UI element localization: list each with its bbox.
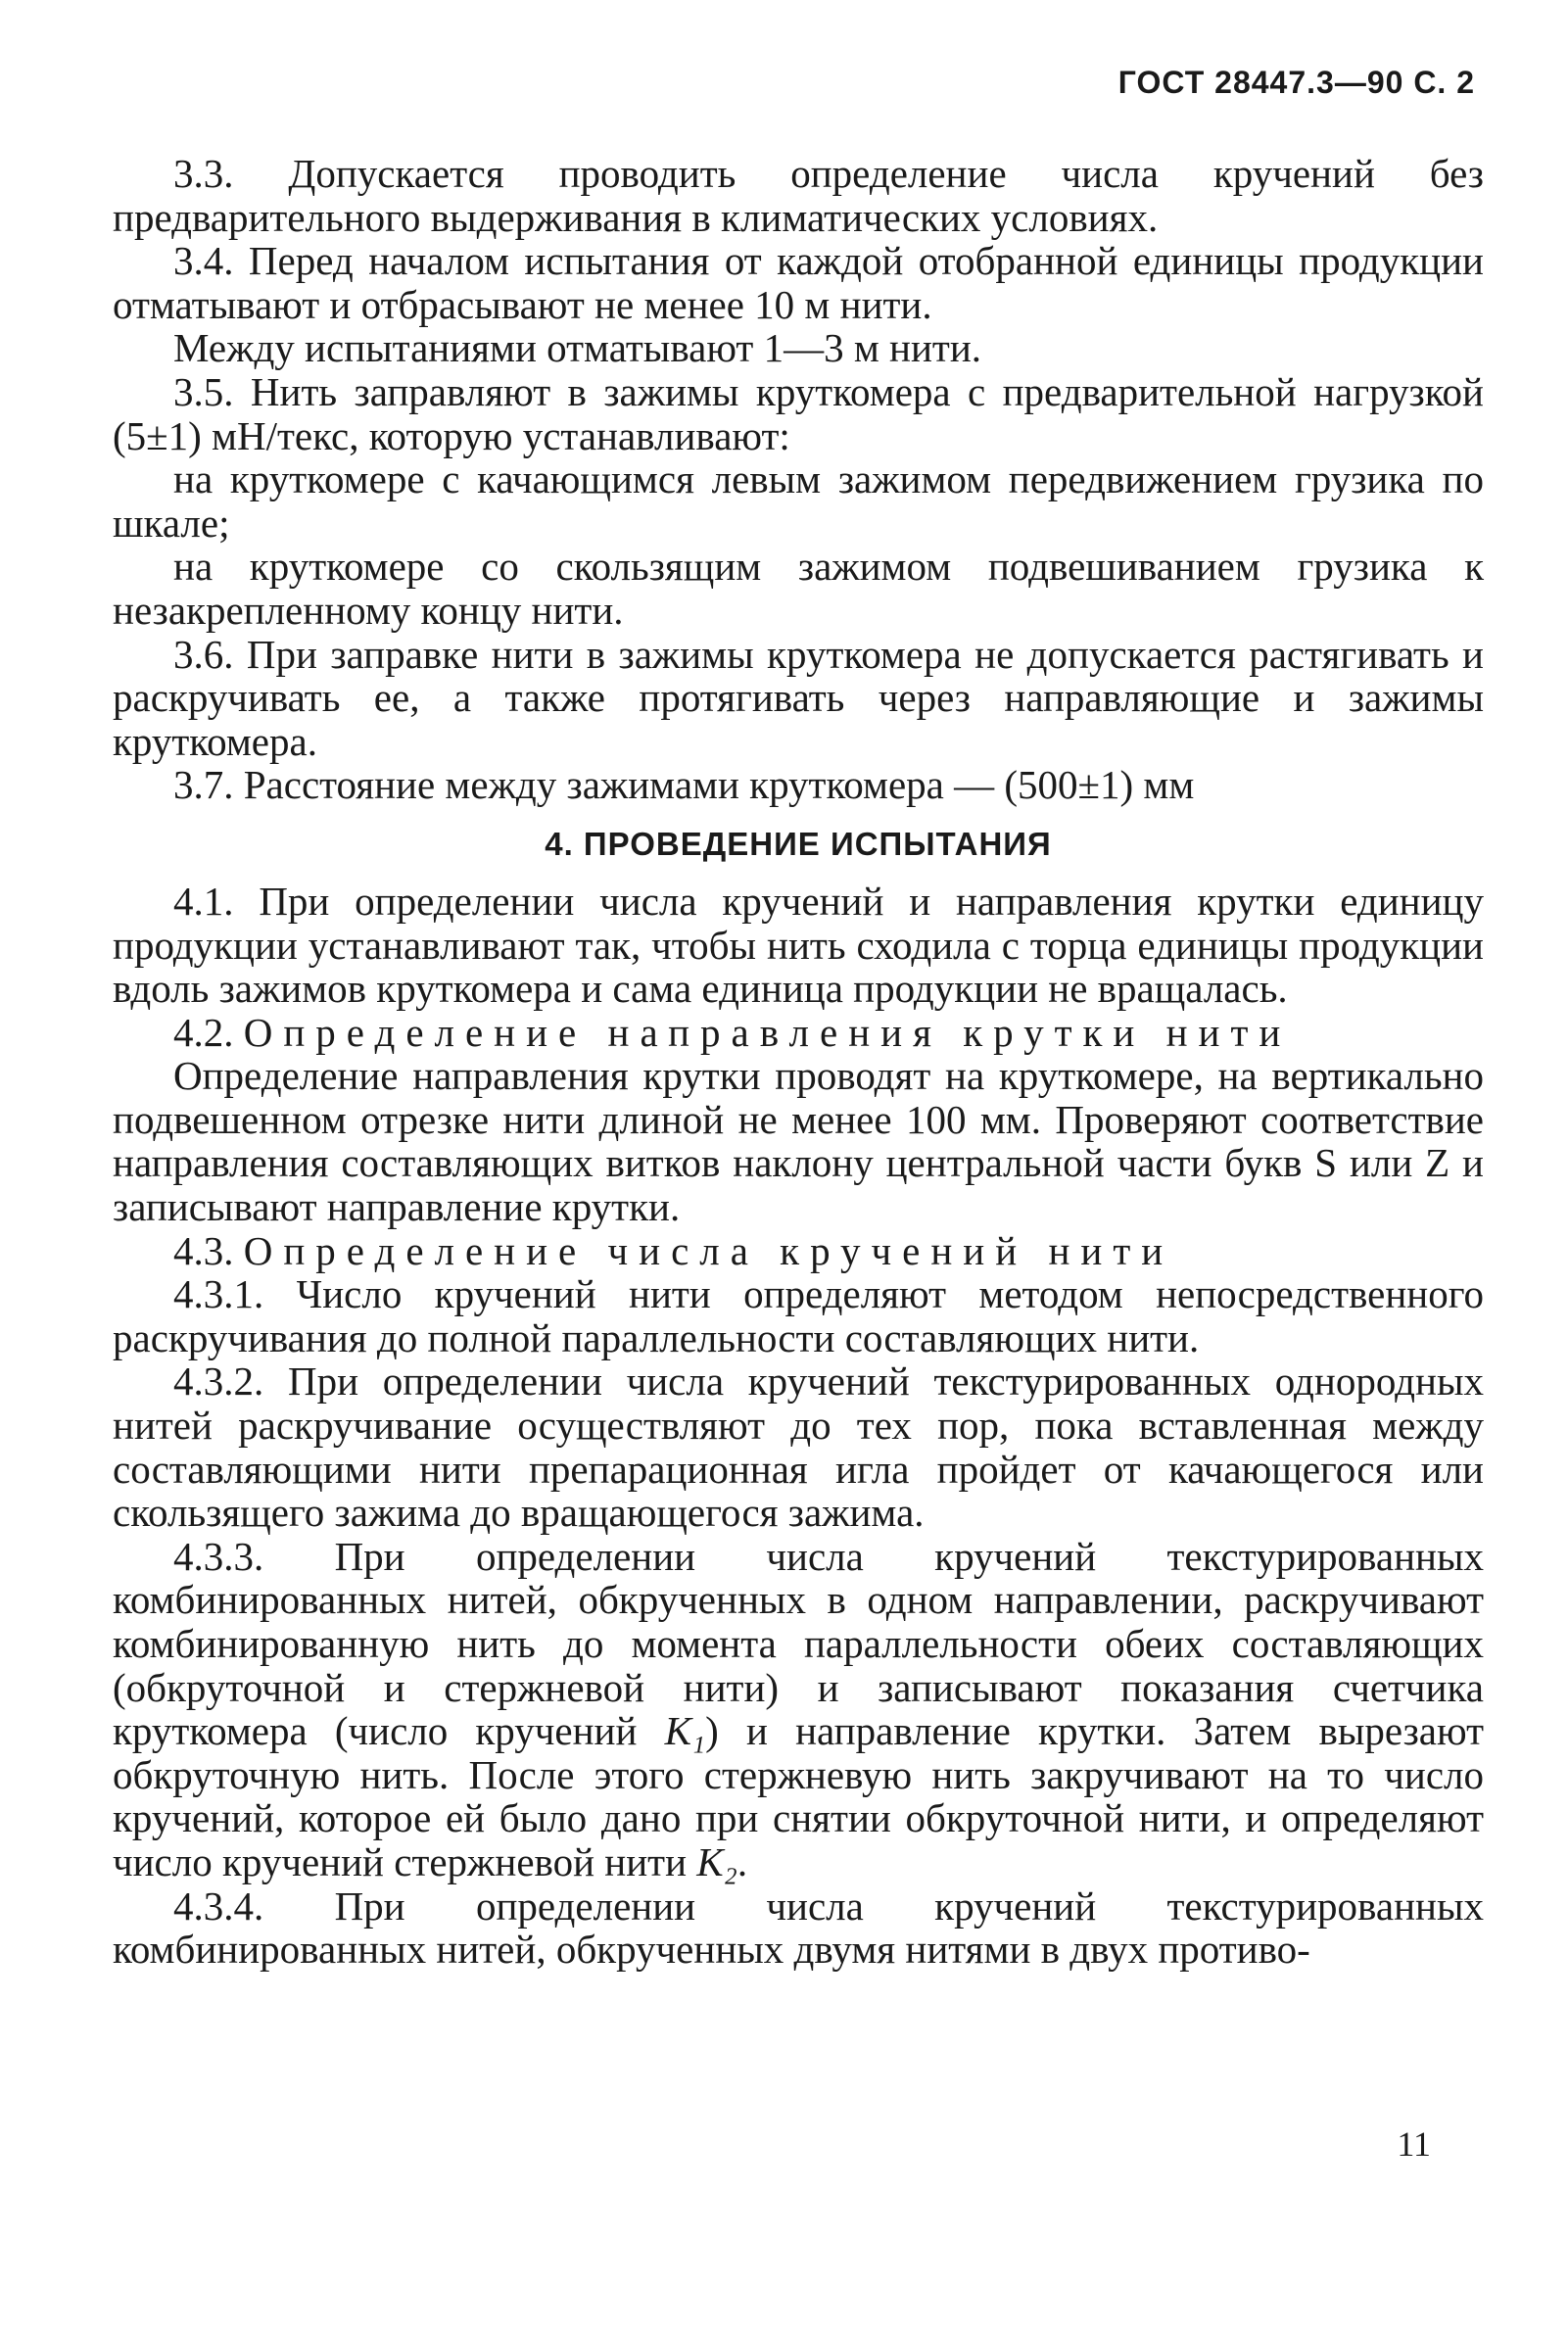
paragraph-4-2-text: Определение направления крутки проводят на круткомере, на вертикально подвешенном отрезке нити длиной не менее 100 мм. Проверяют соответствие направления составляющих витков наклону центральной части букв S или Z и записывают направление крутки. [113,1053,1484,1230]
page-header: ГОСТ 28447.3—90 С. 2 [1117,65,1475,100]
paragraph-4-3-heading [113,1229,1484,1273]
paragraph-4-3-title: Определение числа кручений нити [243,1227,1174,1273]
page-number: 11 [1397,2124,1431,2164]
paragraph-4-1: 4.1. При определении числа кручений и направления крутки единицу продукции устанавливают так, чтобы нить сходила с торца единицы продукции вдоль зажимов круткомера и сама единица продукции не вращалась. [113,878,1484,1012]
document-body [113,152,1484,1972]
paragraph-4-3-2: 4.3.2. При определении числа кручений текстурированных однородных нитей раскручивание осуществляют до тех пор, пока вставленная между составляющими нити препарационная игла пройдет от качающегося или скользящего зажима до вращающегося зажима. [113,1358,1484,1536]
k2-symbol: K₂ [696,1838,737,1884]
paragraph-4-3-3 [113,1535,1484,1884]
paragraph-4-3-4: 4.3.4. При определении числа кручений текстурированных комбинированных нитей, обкрученных двумя нитями в двух противо- [113,1882,1484,1973]
paragraph-3-6: 3.6. При заправке нити в зажимы круткомера не допускается растягивать и раскручивать ее, а также протягивать через направляющие и зажимы круткомера. [113,631,1484,764]
paragraph-3-7: 3.7. Расстояние между зажимами круткомера — (500±1) мм [173,762,1195,808]
paragraph-3-4-cont: Между испытаниями отматывают 1—3 м нити. [173,325,982,371]
paragraph-4-3-3-part2: ) и направление крутки. Затем вырезают обкруточную нить. После этого стержневую нить закручивают на то число кручений, которое ей было дано при снятии обкруточной нити, и определяют число кручений стержневой нити [113,1708,1484,1884]
paragraph-3-3: 3.3. Допускается проводить определение числа кручений без предварительного выдерживания в климатических условиях. [113,151,1484,240]
paragraph-4-3-3-part3: . [736,1838,748,1884]
paragraph-3-5-item-a: на круткомере с качающимся левым зажимом передвижением грузика по шкале; [113,456,1484,546]
paragraph-4-2-number: 4.2. [173,1009,234,1055]
section-4-title: 4. ПРОВЕДЕНИЕ ИСПЫТАНИЯ [545,825,1052,862]
paragraph-3-5-item-b: на круткомере со скользящим зажимом подвешиванием грузика к незакрепленному концу нити. [113,544,1484,633]
paragraph-4-3-number: 4.3. [173,1227,234,1273]
paragraph-4-2-heading [113,1011,1484,1055]
paragraph-4-2-title: Определение направления крутки нити [243,1009,1292,1055]
paragraph-4-3-3-part1: 4.3.3. При определении числа кручений текстурированных комбинированных нитей, обкрученных в одном направлении, раскручивают комбинированную нить до момента параллельности обеих составляющих (обкруточной и стержневой нити) и записывают показания счетчика круткомера (число кручений [113,1533,1484,1754]
k1-symbol: K₁ [664,1708,706,1754]
paragraph-4-3-1: 4.3.1. Число кручений нити определяют методом непосредственного раскручивания до полной параллельности составляющих нити. [113,1271,1484,1360]
paragraph-3-5: 3.5. Нить заправляют в зажимы круткомера с предварительной нагрузкой (5±1) мН/текс, которую устанавливают: [113,368,1484,458]
paragraph-3-4: 3.4. Перед началом испытания от каждой отобранной единицы продукции отматывают и отбрасывают не менее 10 м нити. [113,238,1484,327]
